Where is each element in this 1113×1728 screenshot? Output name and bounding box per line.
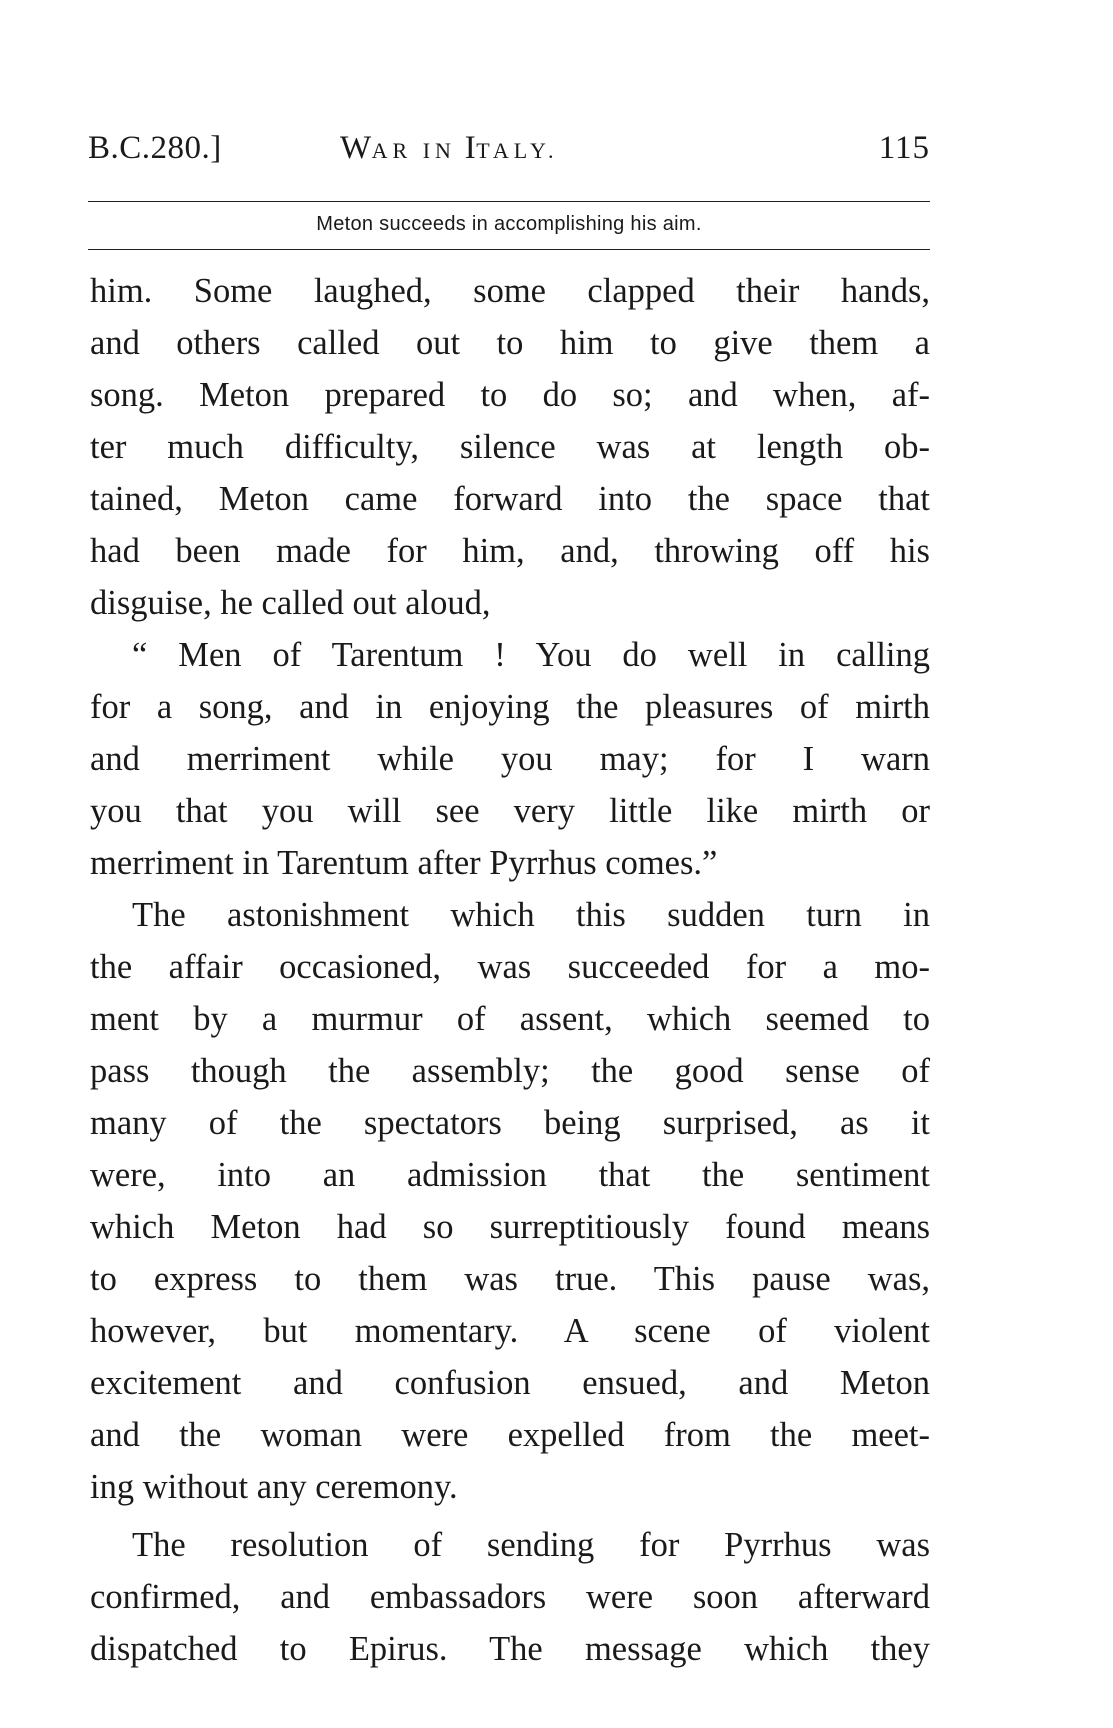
- header-rule-top: [88, 201, 930, 202]
- text-line: however, but momentary. A scene of violent: [90, 1312, 930, 1350]
- text-line: ment by a murmur of assent, which seemed to: [90, 1000, 930, 1038]
- text-line: had been made for him, and, throwing off his: [90, 532, 930, 570]
- text-line: were, into an admission that the sentiment: [90, 1156, 930, 1194]
- text-line: for a song, and in enjoying the pleasures of mirth: [90, 688, 930, 726]
- text-line: dispatched to Epirus. The message which they: [90, 1630, 930, 1668]
- text-line: The resolution of sending for Pyrrhus was: [132, 1526, 930, 1564]
- text-line: song. Meton prepared to do so; and when, af-: [90, 376, 930, 414]
- running-head: [88, 130, 930, 180]
- header-date: B.C.280.]: [88, 130, 222, 166]
- text-line: many of the spectators being surprised, as it: [90, 1104, 930, 1142]
- text-line: and others called out to him to give them a: [90, 324, 930, 362]
- header-title-ar-in: AR IN: [371, 138, 456, 163]
- header-title-W: W: [340, 130, 372, 166]
- header-title-I: I: [464, 130, 477, 166]
- text-line: excitement and confusion ensued, and Meton: [90, 1364, 930, 1402]
- header-title-taly: TALY.: [476, 138, 559, 163]
- header-rule-bottom: [88, 249, 930, 250]
- text-line: “ Men of Tarentum ! You do well in calling: [132, 636, 930, 674]
- body-text: [90, 265, 930, 1675]
- marginal-summary: Meton succeeds in accomplishing his aim.: [316, 213, 702, 235]
- text-line: the affair occasioned, was succeeded for a mo-: [90, 948, 930, 986]
- header-title: [340, 130, 559, 167]
- text-line: pass though the assembly; the good sense of: [90, 1052, 930, 1090]
- text-line: merriment in Tarentum after Pyrrhus comes.”: [90, 844, 718, 882]
- text-line: you that you will see very little like mirth or: [90, 792, 930, 830]
- text-line: and the woman were expelled from the meet-: [90, 1416, 930, 1454]
- page-number: 115: [878, 130, 930, 166]
- text-line: disguise, he called out aloud,: [90, 584, 491, 622]
- text-line: and merriment while you may; for I warn: [90, 740, 930, 778]
- text-line: tained, Meton came forward into the space that: [90, 480, 930, 518]
- text-line: to express to them was true. This pause was,: [90, 1260, 930, 1298]
- text-line: him. Some laughed, some clapped their hands,: [90, 272, 930, 310]
- text-line: which Meton had so surreptitiously found means: [90, 1208, 930, 1246]
- text-line: ing without any ceremony.: [90, 1468, 458, 1506]
- text-line: confirmed, and embassadors were soon afterward: [90, 1578, 930, 1616]
- text-line: ter much difficulty, silence was at length ob-: [90, 428, 930, 466]
- text-line: The astonishment which this sudden turn in: [132, 896, 930, 934]
